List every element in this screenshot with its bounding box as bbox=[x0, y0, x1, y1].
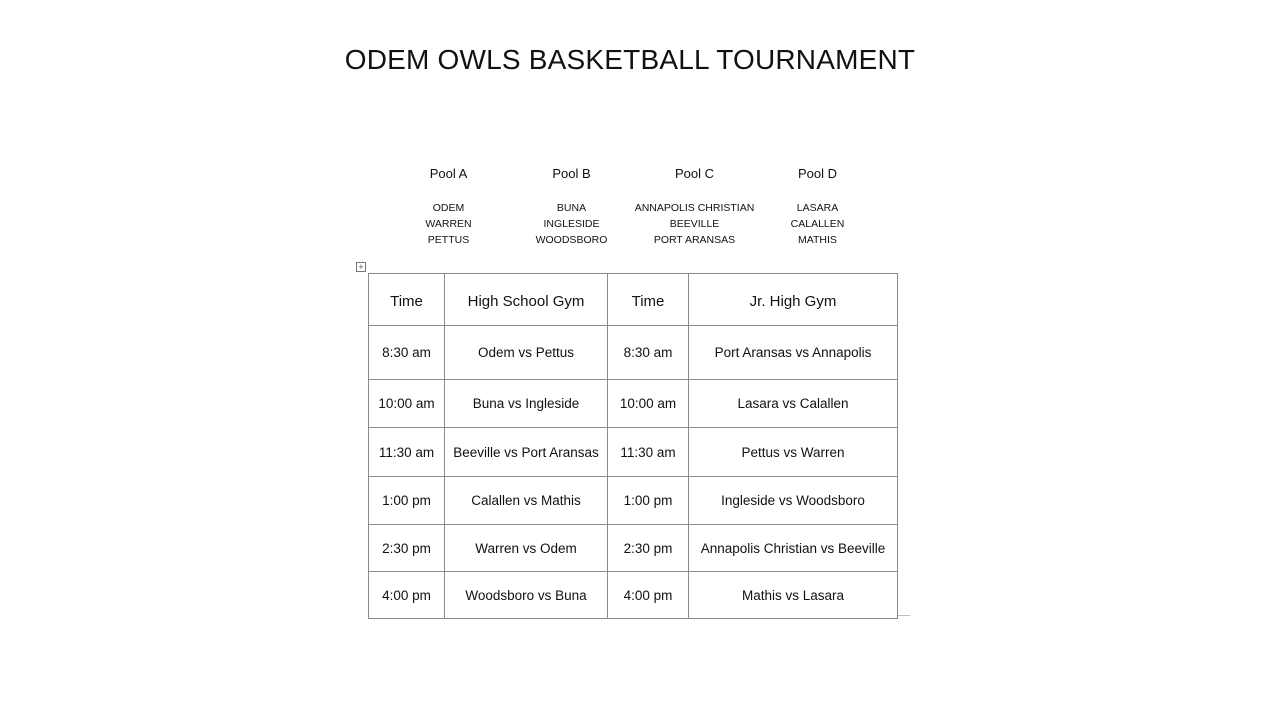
table-cell: Pettus vs Warren bbox=[689, 428, 898, 477]
pool-a bbox=[387, 166, 510, 248]
pool-team: INGLESIDE bbox=[543, 218, 600, 230]
pool-c bbox=[633, 166, 756, 248]
table-cell: Beeville vs Port Aransas bbox=[445, 428, 608, 477]
table-cell: Port Aransas vs Annapolis bbox=[689, 326, 898, 380]
column-header-time: Time bbox=[369, 274, 445, 326]
pool-team: PETTUS bbox=[427, 234, 470, 246]
pool-team: CALALLEN bbox=[790, 218, 845, 230]
table-cell: Ingleside vs Woodsboro bbox=[689, 477, 898, 525]
pool-team: BEEVILLE bbox=[669, 218, 720, 230]
table-row bbox=[369, 477, 898, 525]
table-cell: Odem vs Pettus bbox=[445, 326, 608, 380]
table-row bbox=[369, 572, 898, 619]
pool-name: Pool C bbox=[674, 166, 715, 181]
table-row bbox=[369, 380, 898, 428]
schedule-table bbox=[368, 273, 898, 619]
page-title: ODEM OWLS BASKETBALL TOURNAMENT bbox=[344, 44, 916, 75]
pool-team: ODEM bbox=[432, 202, 465, 214]
pool-d bbox=[756, 166, 879, 248]
table-cell: Warren vs Odem bbox=[445, 525, 608, 572]
table-end-marker bbox=[898, 615, 910, 616]
pool-team: ANNAPOLIS CHRISTIAN bbox=[634, 202, 755, 214]
pool-team: PORT ARANSAS bbox=[653, 234, 736, 246]
table-row bbox=[369, 428, 898, 477]
pool-team: BUNA bbox=[556, 202, 587, 214]
table-cell: Calallen vs Mathis bbox=[445, 477, 608, 525]
pool-name: Pool B bbox=[552, 166, 591, 181]
table-cell: 2:30 pm bbox=[608, 525, 689, 572]
table-cell: Buna vs Ingleside bbox=[445, 380, 608, 428]
column-header-high-school-gym: High School Gym bbox=[445, 274, 608, 326]
pool-name: Pool D bbox=[797, 166, 838, 181]
table-row bbox=[369, 525, 898, 572]
table-row bbox=[369, 326, 898, 380]
table-cell: 2:30 pm bbox=[369, 525, 445, 572]
pool-team: WARREN bbox=[425, 218, 472, 230]
table-cell: 1:00 pm bbox=[369, 477, 445, 525]
pool-b bbox=[510, 166, 633, 248]
move-handle-icon[interactable]: + bbox=[356, 262, 366, 272]
table-cell: 11:30 am bbox=[369, 428, 445, 477]
table-cell: Lasara vs Calallen bbox=[689, 380, 898, 428]
table-cell: Woodsboro vs Buna bbox=[445, 572, 608, 619]
pool-team: LASARA bbox=[796, 202, 839, 214]
table-cell: Annapolis Christian vs Beeville bbox=[689, 525, 898, 572]
pools-section bbox=[387, 166, 879, 248]
column-header-time: Time bbox=[608, 274, 689, 326]
table-cell: 10:00 am bbox=[369, 380, 445, 428]
pool-team: MATHIS bbox=[798, 234, 837, 246]
table-cell: 4:00 pm bbox=[369, 572, 445, 619]
table-cell: 8:30 am bbox=[369, 326, 445, 380]
table-cell: 11:30 am bbox=[608, 428, 689, 477]
pool-name: Pool A bbox=[429, 166, 468, 181]
column-header-jr-high-gym: Jr. High Gym bbox=[689, 274, 898, 326]
table-cell: 1:00 pm bbox=[608, 477, 689, 525]
table-cell: 10:00 am bbox=[608, 380, 689, 428]
pool-team: WOODSBORO bbox=[535, 234, 608, 246]
table-cell: Mathis vs Lasara bbox=[689, 572, 898, 619]
table-cell: 4:00 pm bbox=[608, 572, 689, 619]
table-cell: 8:30 am bbox=[608, 326, 689, 380]
table-header-row bbox=[369, 274, 898, 326]
